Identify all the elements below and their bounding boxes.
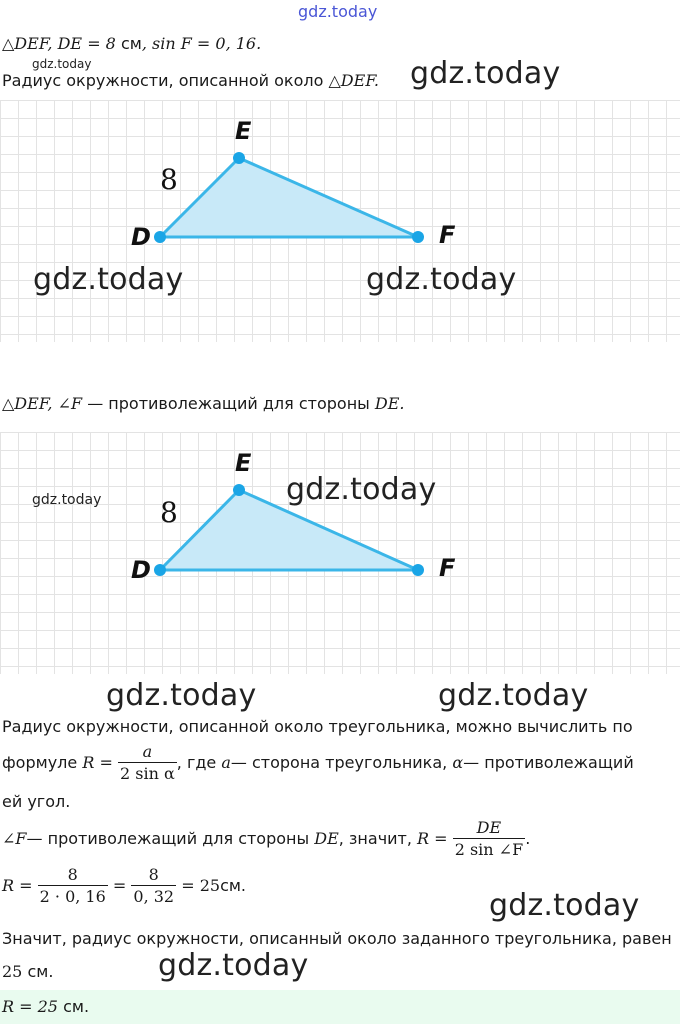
vertex-e-1	[233, 152, 245, 164]
watermark-2: gdz.today	[33, 262, 184, 297]
label-f-2: F	[439, 554, 456, 582]
conclusion-unit: см.	[22, 962, 54, 981]
calc-eq: =	[112, 876, 127, 895]
problem-question	[2, 71, 379, 91]
p4-den: 2 sin ∠F	[454, 839, 524, 859]
label-e-2: E	[235, 449, 252, 477]
solution-p2	[2, 740, 634, 786]
p2-text-d: — противолежащий	[463, 753, 634, 772]
solution-calc	[2, 862, 246, 910]
p4-text-a: — противолежащий для стороны	[26, 829, 310, 848]
p2-den: 2 sin α	[119, 763, 175, 783]
label-f-1: F	[439, 221, 456, 249]
label-e-1: E	[235, 117, 252, 145]
conclusion-line-2	[2, 962, 53, 982]
given-math: △DEF, DE = 8	[2, 34, 116, 53]
triangle-figure-1	[0, 100, 680, 342]
solution-p3: ей угол.	[2, 792, 71, 811]
given-suffix: , sin F = 0, 16.	[141, 34, 262, 53]
vertex-f-2	[412, 564, 424, 576]
calc-den1: 2 · 0, 16	[39, 886, 106, 906]
calc-unit: см.	[220, 876, 247, 895]
conclusion-num: 25	[2, 962, 23, 981]
problem-given	[2, 34, 261, 54]
watermark-4: gdz.today	[286, 472, 437, 507]
watermark-6: gdz.today	[438, 678, 589, 713]
vertex-e-2	[233, 484, 245, 496]
solution-line-1	[2, 394, 405, 414]
p4-text-b: , значит,	[338, 829, 412, 848]
p2-a: a	[221, 753, 231, 772]
answer-math: R = 25	[2, 997, 58, 1016]
solution-p1: Радиус окружности, описанной около треугольника, можно вычислить по	[2, 717, 633, 736]
calc-result: = 25	[181, 876, 221, 895]
watermark-small-2: gdz.today	[32, 492, 102, 508]
label-d-2: D	[131, 556, 151, 584]
vertex-d-2	[154, 564, 166, 576]
calc-fraction-1	[38, 865, 108, 908]
p4-fraction	[453, 818, 526, 861]
question-text: Радиус окружности, описанной около	[2, 71, 324, 90]
given-unit: см	[120, 34, 142, 53]
triangle-shape-1	[160, 158, 418, 237]
side-label-2: 8	[160, 496, 178, 529]
line1-math: △DEF, ∠F	[2, 394, 83, 413]
answer-line	[2, 997, 89, 1017]
watermark-top: gdz.today	[298, 2, 378, 21]
label-d-1: D	[131, 223, 151, 251]
watermark-8: gdz.today	[158, 948, 309, 983]
p4-dot: .	[525, 829, 531, 848]
watermark-3: gdz.today	[366, 262, 517, 297]
p2-text-b: , где	[176, 753, 217, 772]
p4-angle: ∠F	[2, 829, 27, 848]
p4-r: R =	[417, 829, 448, 848]
line1-math-end: DE.	[374, 394, 405, 413]
p4-de: DE	[314, 829, 339, 848]
question-math: △DEF.	[328, 71, 380, 90]
p2-text-a: формуле	[2, 753, 78, 772]
calc-r: R =	[2, 876, 33, 895]
p2-num: a	[118, 742, 177, 763]
vertex-f-1	[412, 231, 424, 243]
calc-den2: 0, 32	[133, 886, 175, 906]
p2-text-c: — сторона треугольника,	[230, 753, 448, 772]
conclusion-line-1: Значит, радиус окружности, описанный около заданного треугольника, равен	[2, 929, 672, 948]
answer-unit: см.	[57, 997, 90, 1016]
side-label-1: 8	[160, 163, 178, 196]
calc-num2: 8	[131, 865, 176, 886]
answer-box	[0, 990, 680, 1024]
solution-p4	[2, 816, 530, 862]
p4-num: DE	[453, 818, 526, 839]
calc-num1: 8	[38, 865, 108, 886]
watermark-7: gdz.today	[489, 888, 640, 923]
triangle-figure-2	[0, 432, 680, 674]
calc-fraction-2	[131, 865, 176, 908]
watermark-5: gdz.today	[106, 678, 257, 713]
watermark-small-1: gdz.today	[32, 57, 92, 71]
p2-fraction	[118, 742, 177, 785]
line1-text: — противолежащий для стороны	[82, 394, 370, 413]
watermark-1: gdz.today	[410, 56, 561, 91]
vertex-d-1	[154, 231, 166, 243]
p2-alpha: α	[452, 753, 464, 772]
p2-r: R =	[82, 753, 113, 772]
